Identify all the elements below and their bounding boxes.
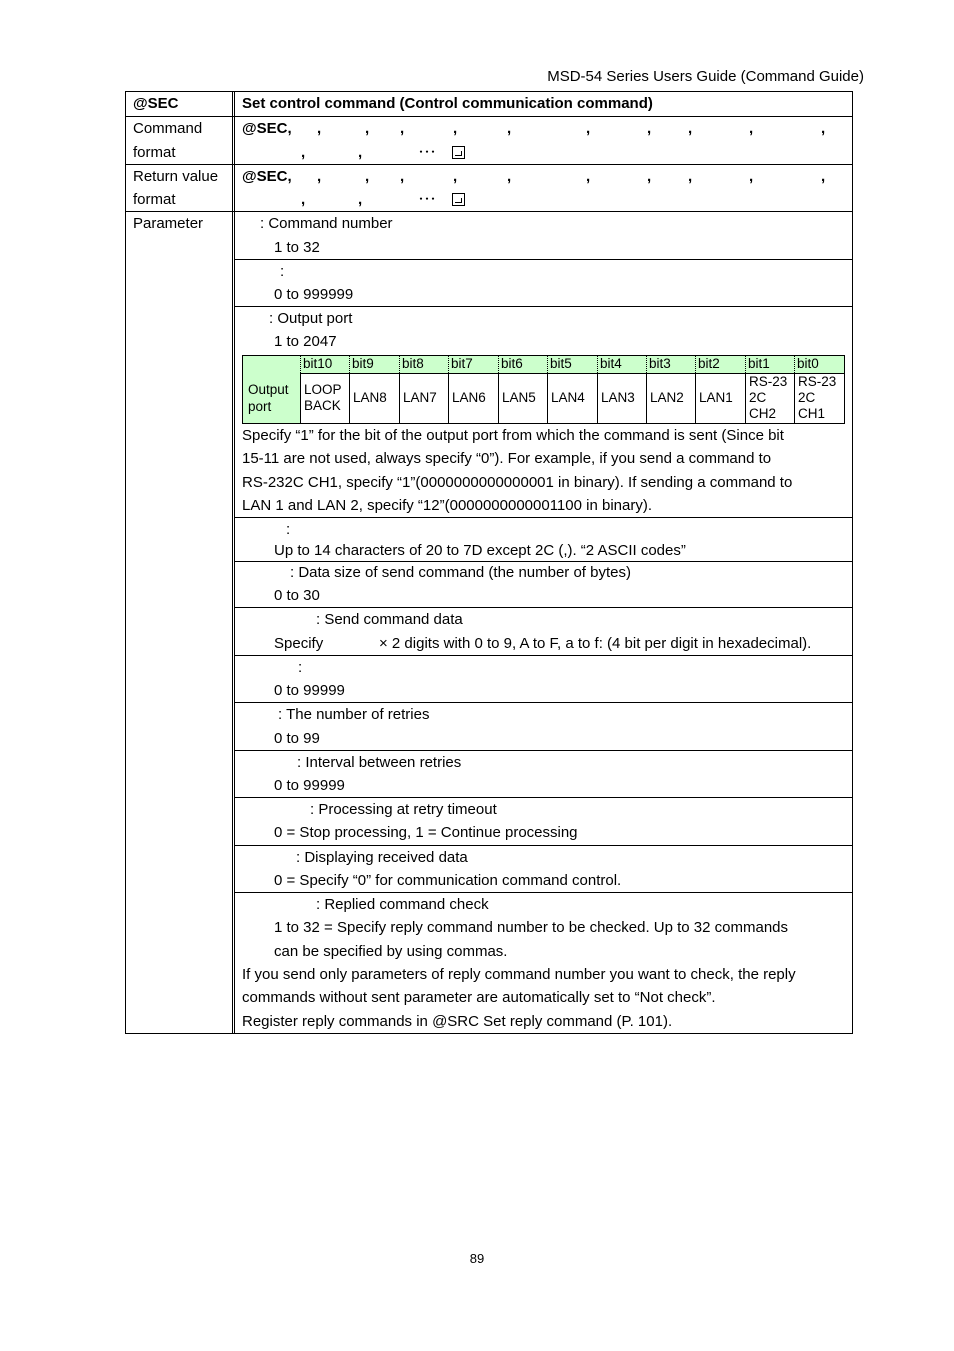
divider bbox=[235, 259, 853, 260]
bit-assignment: LAN1 bbox=[699, 390, 733, 405]
bit-column-divider bbox=[695, 356, 696, 373]
reply-note: Register reply commands in @SRC Set reply command (P. 101). bbox=[242, 1013, 673, 1030]
bit-column-divider bbox=[547, 356, 548, 373]
bit-column-divider bbox=[646, 356, 647, 373]
output-port-label-cell bbox=[243, 373, 300, 423]
param-desc: : Replied command check bbox=[316, 896, 489, 913]
bit-header: bit8 bbox=[402, 356, 424, 371]
bit-column-divider bbox=[349, 356, 350, 373]
param-desc: : The number of retries bbox=[278, 706, 430, 723]
divider bbox=[235, 517, 853, 518]
divider bbox=[235, 561, 853, 562]
enter-icon bbox=[452, 192, 465, 210]
bit-assignment: LAN4 bbox=[551, 390, 585, 405]
return-format-label: format bbox=[133, 191, 176, 208]
command-format-label: format bbox=[133, 144, 176, 161]
bit-column-divider bbox=[498, 373, 499, 423]
bit-assignment: LAN7 bbox=[403, 390, 437, 405]
bit-assignment: 2C bbox=[749, 390, 767, 405]
bit-column-divider bbox=[794, 373, 795, 423]
bit-column-divider bbox=[448, 356, 449, 373]
bit-column-divider bbox=[300, 356, 301, 373]
bit-assignment: LAN8 bbox=[353, 390, 387, 405]
bit-header: bit5 bbox=[550, 356, 572, 371]
divider bbox=[235, 892, 853, 893]
bit-header: bit10 bbox=[303, 356, 333, 371]
output-port-bit-table bbox=[242, 355, 845, 424]
bit-header: bit9 bbox=[352, 356, 374, 371]
command-name: @SEC bbox=[133, 95, 179, 112]
bit-assignment: RS-23 bbox=[798, 374, 837, 389]
param-desc: : Processing at retry timeout bbox=[310, 801, 497, 818]
param-range: 0 to 30 bbox=[274, 587, 320, 604]
bit-header: bit7 bbox=[451, 356, 473, 371]
bit-column-divider bbox=[794, 356, 795, 373]
param-desc: : Interval between retries bbox=[297, 754, 462, 771]
param-range: 1 to 2047 bbox=[274, 333, 337, 350]
param-desc: : Output port bbox=[269, 310, 353, 327]
param-range: Specify bbox=[274, 635, 324, 652]
bit-column-divider bbox=[597, 373, 598, 423]
divider bbox=[235, 655, 853, 656]
command-format-label: Command bbox=[133, 120, 203, 137]
bit-assignment: LAN2 bbox=[650, 390, 684, 405]
param-desc: : bbox=[298, 659, 303, 676]
param-desc: : bbox=[280, 263, 285, 280]
bit-column-divider bbox=[399, 356, 400, 373]
param-range: × 2 digits with 0 to 9, A to F, a to f: (4 bit per digit in hexadecimal). bbox=[379, 635, 812, 652]
ellipsis: ･･･ bbox=[418, 192, 437, 206]
divider bbox=[125, 116, 853, 117]
divider bbox=[235, 306, 853, 307]
divider bbox=[125, 211, 853, 212]
bit-assignment: CH2 bbox=[749, 406, 777, 421]
param-range: 0 to 99999 bbox=[274, 682, 345, 699]
bit-column-divider bbox=[300, 373, 301, 423]
param-range: 0 = Specify “0” for communication command control. bbox=[274, 872, 622, 889]
param-range: Up to 14 characters of 20 to 7D except 2C (,). “2 ASCII codes” bbox=[274, 542, 686, 559]
enter-icon bbox=[452, 145, 465, 163]
reply-note: commands without sent parameter are automatically set to “Not check”. bbox=[242, 989, 716, 1006]
divider bbox=[235, 702, 853, 703]
bit-column-divider bbox=[597, 356, 598, 373]
param-range: 0 to 999999 bbox=[274, 286, 354, 303]
command-title: Set control command (Control communication command) bbox=[242, 95, 653, 112]
command-format-prefix: @SEC, bbox=[242, 120, 292, 137]
return-format-prefix: @SEC, bbox=[242, 168, 292, 185]
divider bbox=[235, 607, 853, 608]
param-range: 1 to 32 bbox=[274, 239, 320, 256]
bit-column-divider bbox=[448, 373, 449, 423]
row-label: port bbox=[248, 399, 272, 414]
param-desc: : Data size of send command (the number of bytes) bbox=[290, 564, 631, 581]
row-label: Output bbox=[248, 382, 289, 397]
bit-assignment: BACK bbox=[304, 398, 341, 413]
bit-column-divider bbox=[349, 373, 350, 423]
bit-assignment: RS-23 bbox=[749, 374, 788, 389]
page-number: 89 bbox=[469, 1251, 485, 1266]
bit-column-divider bbox=[745, 373, 746, 423]
output-note: RS-232C CH1, specify “1”(0000000000000001 in binary). If sending a command to bbox=[242, 474, 793, 491]
output-note: Specify “1” for the bit of the output port from which the command is sent (Since bit bbox=[242, 427, 784, 444]
bit-assignment: 2C bbox=[798, 390, 816, 405]
bit-header: bit3 bbox=[649, 356, 671, 371]
parameter-label: Parameter bbox=[133, 215, 204, 232]
bit-column-divider bbox=[646, 373, 647, 423]
bit-header: bit0 bbox=[797, 356, 819, 371]
param-range: 0 to 99999 bbox=[274, 777, 345, 794]
bit-header: bit6 bbox=[501, 356, 523, 371]
bit-assignment: CH1 bbox=[798, 406, 826, 421]
param-desc: : Command number bbox=[260, 215, 393, 232]
bit-header: bit1 bbox=[748, 356, 770, 371]
output-note: 15-11 are not used, always specify “0”). For example, if you send a command to bbox=[242, 450, 772, 467]
page-header: MSD-54 Series Users Guide (Command Guide) bbox=[547, 68, 864, 85]
ellipsis: ･･･ bbox=[418, 145, 437, 159]
bit-assignment: LAN6 bbox=[452, 390, 486, 405]
param-desc: : Displaying received data bbox=[296, 849, 468, 866]
param-range: 0 to 99 bbox=[274, 730, 320, 747]
bit-column-divider bbox=[498, 356, 499, 373]
return-format-label: Return value bbox=[133, 168, 219, 185]
bit-assignment: LAN3 bbox=[601, 390, 635, 405]
divider bbox=[235, 750, 853, 751]
bit-assignment: LOOP bbox=[304, 382, 342, 397]
reply-note: If you send only parameters of reply command number you want to check, the reply bbox=[242, 966, 796, 983]
bit-column-divider bbox=[745, 356, 746, 373]
output-note: LAN 1 and LAN 2, specify “12”(0000000000001100 in binary). bbox=[242, 497, 652, 514]
bit-column-divider bbox=[399, 373, 400, 423]
param-desc: : bbox=[286, 521, 291, 538]
param-range: can be specified by using commas. bbox=[274, 943, 508, 960]
bit-column-divider bbox=[695, 373, 696, 423]
divider bbox=[235, 797, 853, 798]
bit-assignment: LAN5 bbox=[502, 390, 536, 405]
param-range: 1 to 32 = Specify reply command number to be checked. Up to 32 commands bbox=[274, 919, 789, 936]
divider bbox=[235, 845, 853, 846]
param-desc: : Send command data bbox=[316, 611, 463, 628]
bit-header: bit4 bbox=[600, 356, 622, 371]
param-range: 0 = Stop processing, 1 = Continue processing bbox=[274, 824, 578, 841]
divider bbox=[125, 164, 853, 165]
bit-header: bit2 bbox=[698, 356, 720, 371]
bit-column-divider bbox=[547, 373, 548, 423]
